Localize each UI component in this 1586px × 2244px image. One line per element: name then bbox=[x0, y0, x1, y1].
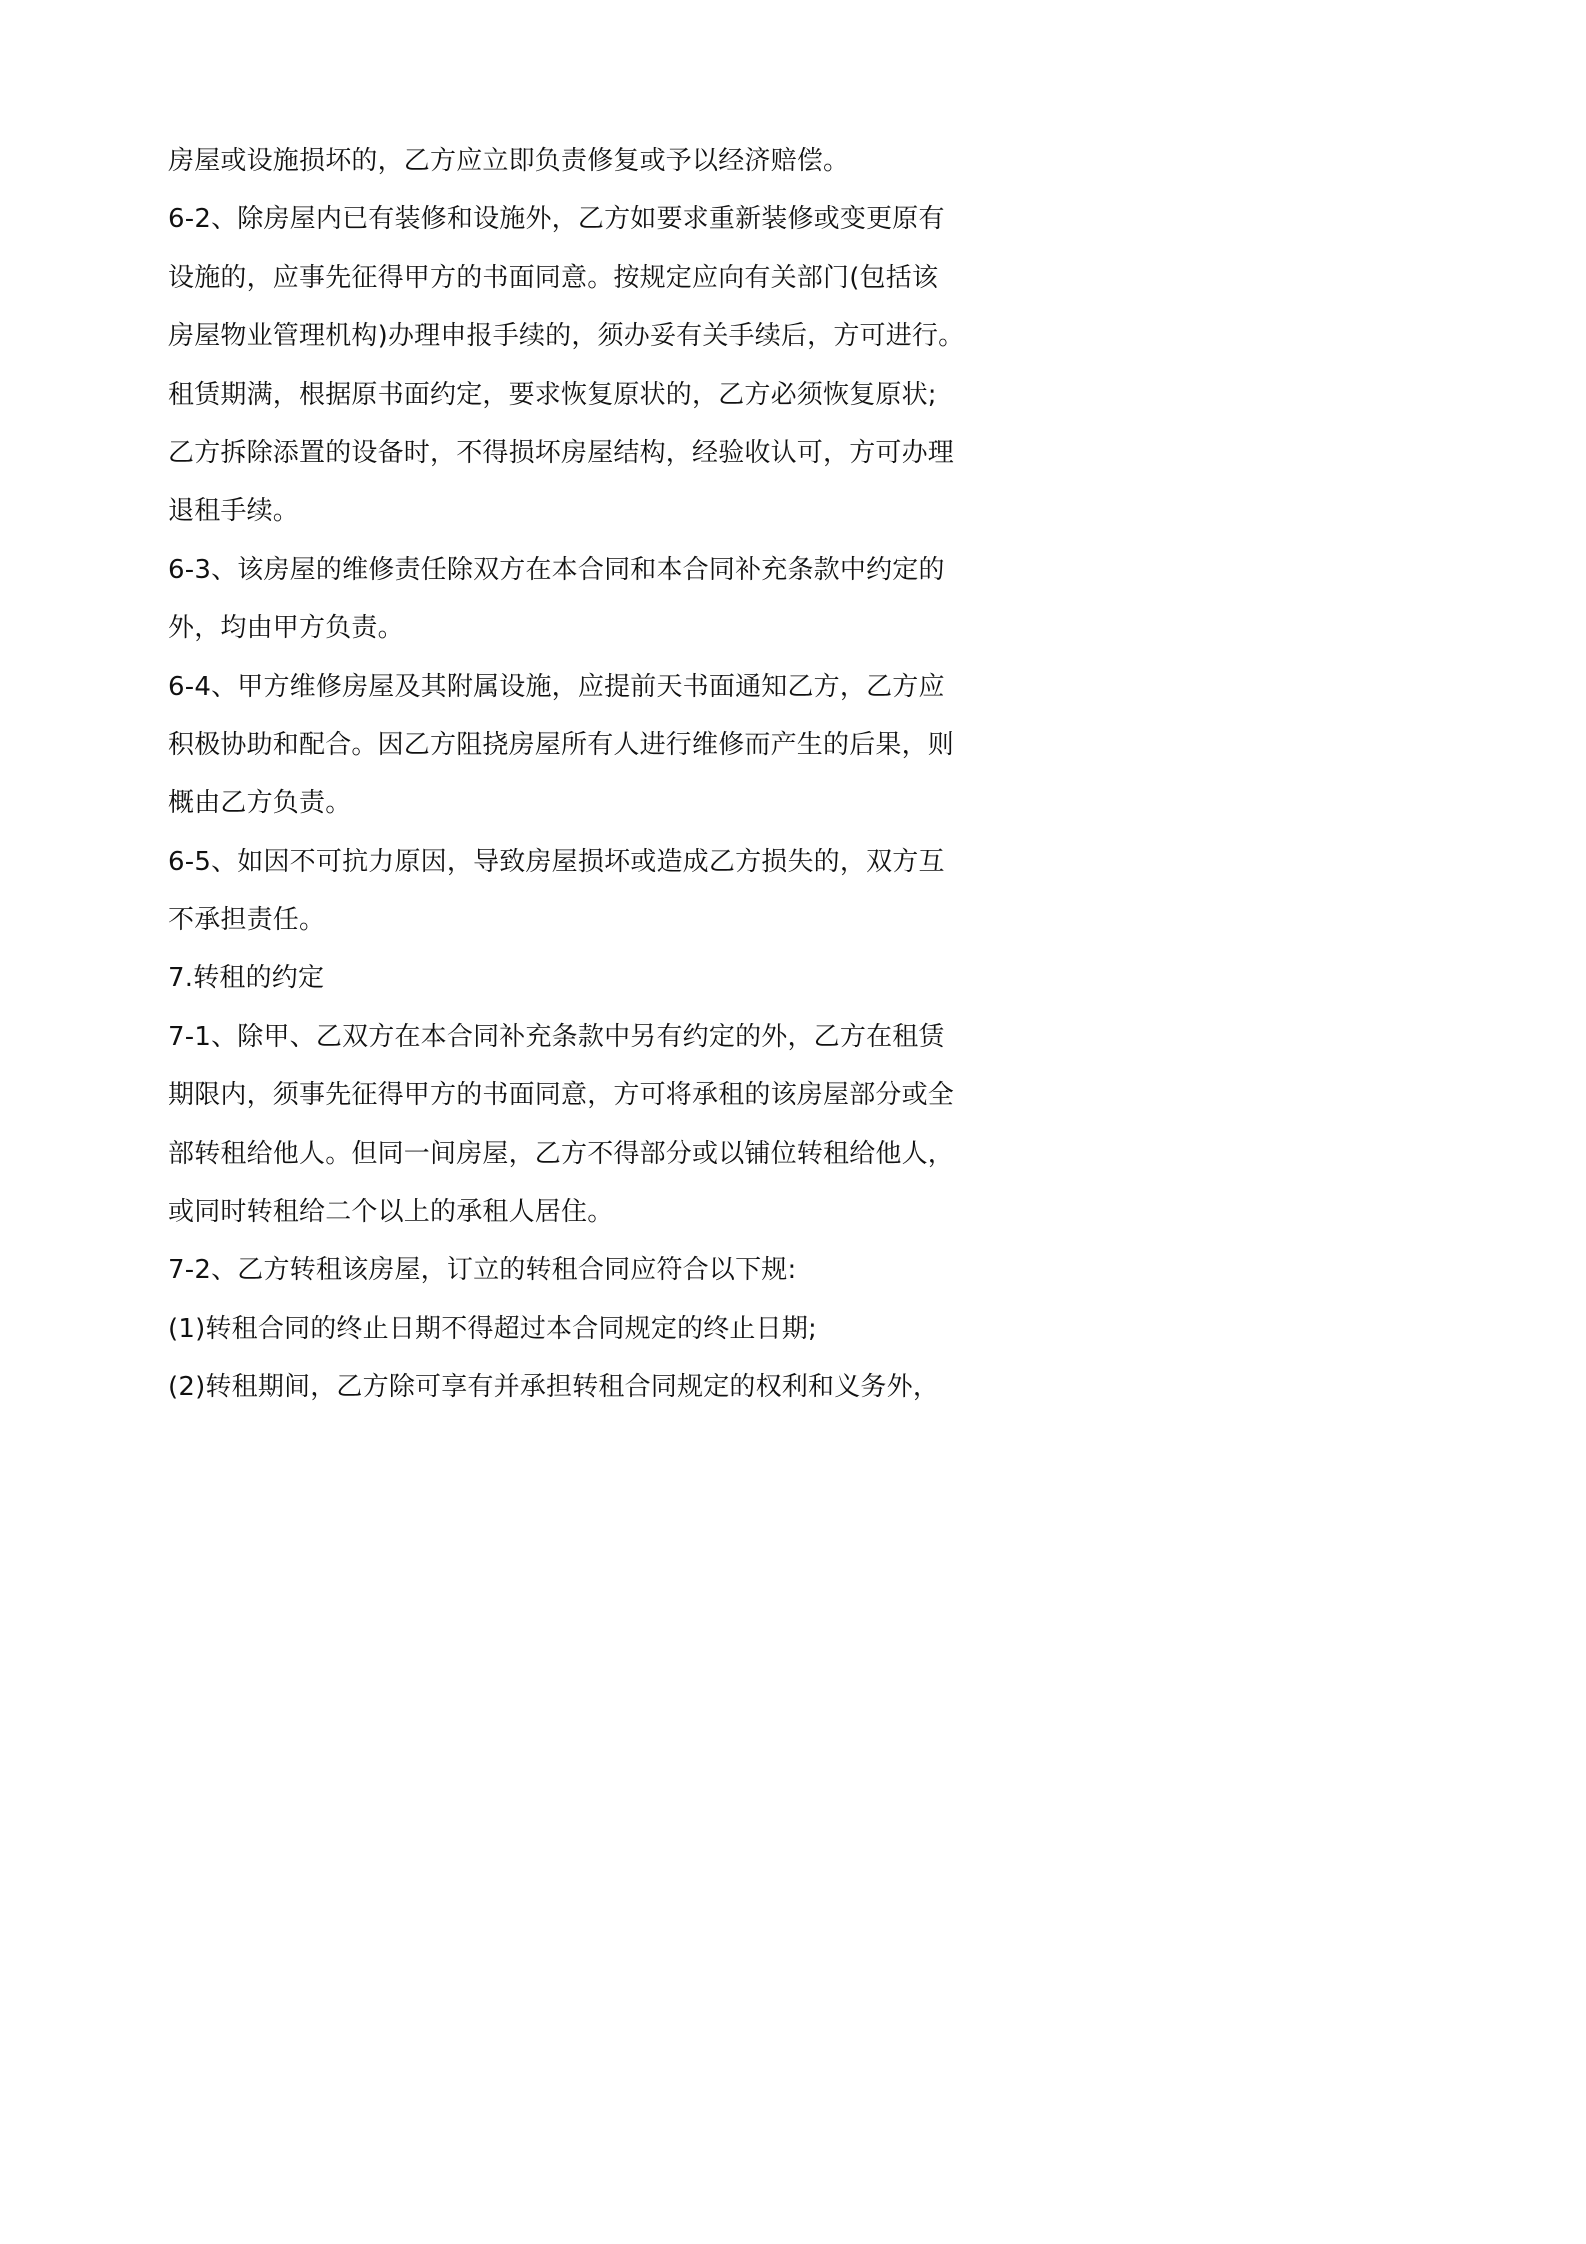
text-line: 6-5、如因不可抗力原因，导致房屋损坏或造成乙方损失的，双方互 bbox=[168, 846, 945, 877]
text-line: 期限内，须事先征得甲方的书面同意，方可将承租的该房屋部分或全 bbox=[168, 1080, 955, 1111]
text-line: 或同时转租给二个以上的承租人居住。 bbox=[168, 1197, 614, 1228]
text-line: 6-4、甲方维修房屋及其附属设施，应提前天书面通知乙方，乙方应 bbox=[168, 671, 945, 702]
document-body bbox=[168, 132, 968, 1417]
text-line: 退租手续。 bbox=[168, 496, 300, 527]
text-line: 房屋物业管理机构)办理申报手续的，须办妥有关手续后，方可进行。 bbox=[168, 321, 965, 352]
text-line: (2)转租期间，乙方除可享有并承担转租合同规定的权利和义务外， bbox=[168, 1372, 940, 1403]
text-line: 6-2、除房屋内已有装修和设施外，乙方如要求重新装修或变更原有 bbox=[168, 204, 945, 235]
text-line: 概由乙方负责。 bbox=[168, 788, 352, 819]
text-line: 7-2、乙方转租该房屋，订立的转租合同应符合以下规: bbox=[168, 1255, 797, 1286]
text-line: 不承担责任。 bbox=[168, 905, 326, 936]
text-line: 部转租给他人。但同一间房屋，乙方不得部分或以铺位转租给他人， bbox=[168, 1138, 955, 1169]
text-line: 租赁期满，根据原书面约定，要求恢复原状的，乙方必须恢复原状; bbox=[168, 379, 937, 410]
text-line: 外，均由甲方负责。 bbox=[168, 613, 404, 644]
document-page bbox=[0, 0, 1103, 1561]
section-heading: 7.转租的约定 bbox=[168, 963, 325, 994]
text-line: 设施的，应事先征得甲方的书面同意。按规定应向有关部门(包括该 bbox=[168, 262, 939, 293]
text-line: 乙方拆除添置的设备时，不得损坏房屋结构，经验收认可，方可办理 bbox=[168, 437, 955, 468]
text-line: 房屋或设施损坏的，乙方应立即负责修复或予以经济赔偿。 bbox=[168, 146, 850, 176]
text-line: (1)转租合同的终止日期不得超过本合同规定的终止日期; bbox=[168, 1313, 817, 1344]
text-line: 积极协助和配合。因乙方阻挠房屋所有人进行维修而产生的后果，则 bbox=[168, 729, 955, 760]
text-line: 6-3、该房屋的维修责任除双方在本合同和本合同补充条款中约定的 bbox=[168, 554, 945, 585]
text-line: 7-1、除甲、乙双方在本合同补充条款中另有约定的外，乙方在租赁 bbox=[168, 1021, 945, 1052]
